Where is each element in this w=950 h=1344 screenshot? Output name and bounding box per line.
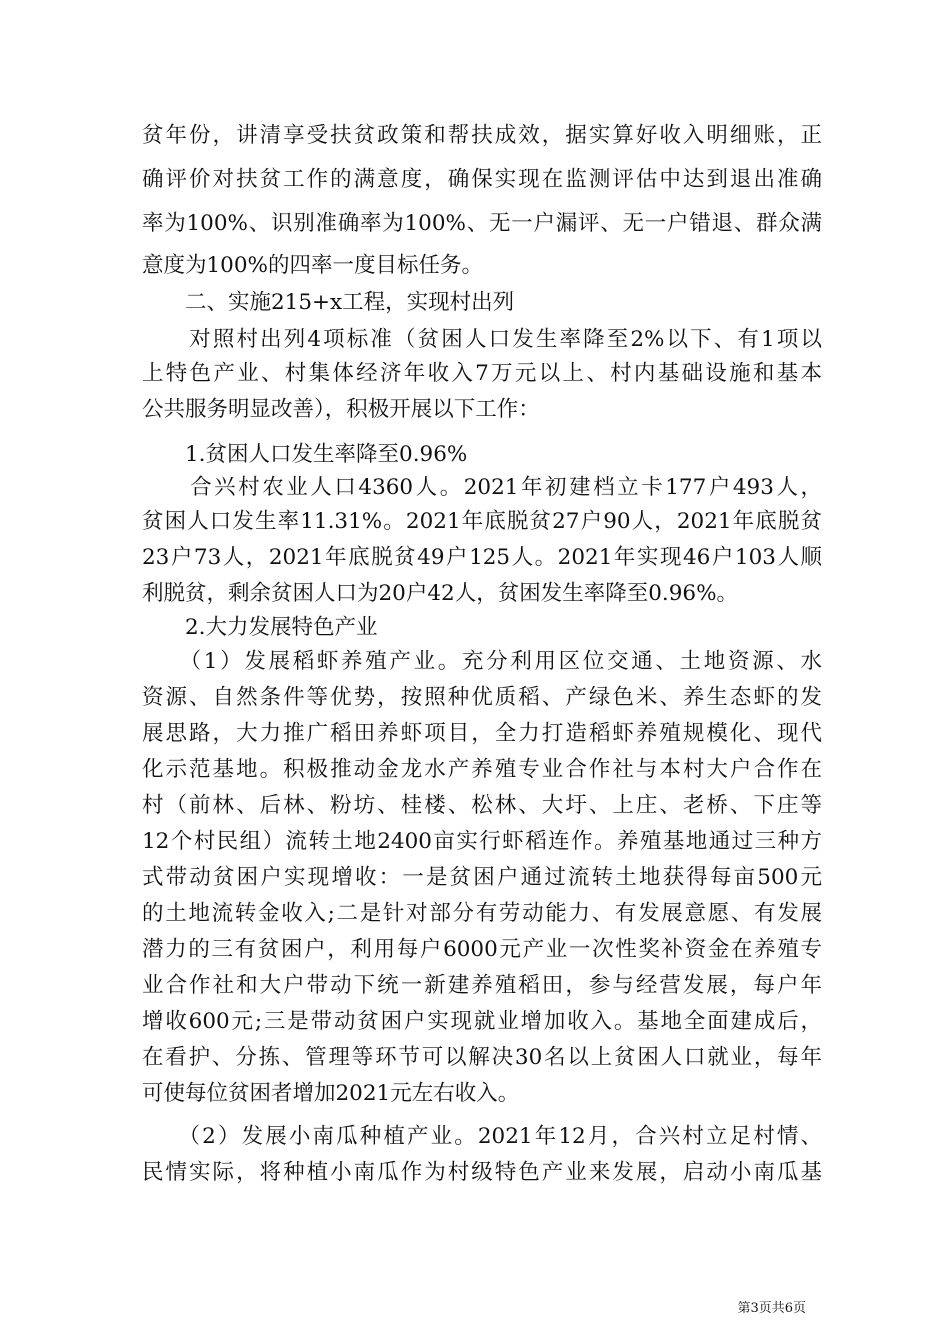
text-line: （2）发展小南瓜种植产业。2021年12月，合兴村立足村情、 [142, 1124, 822, 1149]
text-line: 贫年份，讲清享受扶贫政策和帮扶成效，据实算好收入明细账，正 [142, 123, 822, 148]
text-line: 贫困人口发生率11.31%。2021年底脱贫27户90人，2021年底脱贫 [142, 509, 822, 534]
text-line: 意度为100%的四率一度目标任务。 [142, 253, 483, 278]
text-line: 资源、自然条件等优势，按照种优质稻、产绿色米、养生态虾的发 [142, 685, 822, 710]
text-line: 合兴村农业人口4360人。2021年初建档立卡177户493人， [142, 475, 822, 500]
text-line: 1.贫困人口发生率降至0.96% [142, 442, 468, 467]
text-line: 村（前林、后林、粉坊、桂楼、松林、大圩、上庄、老桥、下庄等 [142, 793, 822, 818]
text-line: 利脱贫，剩余贫困人口为20户42人，贫困发生率降至0.96%。 [142, 581, 739, 606]
text-line: 式带动贫困户实现增收：一是贫困户通过流转土地获得每亩500元 [142, 865, 822, 890]
text-line: 对照村出列4项标准（贫困人口发生率降至2%以下、有1项以 [142, 327, 822, 352]
page-number: 第3页共6页 [737, 1301, 806, 1316]
text-line: 确评价对扶贫工作的满意度，确保实现在监测评估中达到退出准确 [142, 167, 822, 192]
text-line: 二、实施215+x工程，实现村出列 [142, 290, 515, 315]
text-line: 增收600元;三是带动贫困户实现就业增加收入。基地全面建成后， [142, 1009, 822, 1034]
text-line: 潜力的三有贫困户，利用每户6000元产业一次性奖补资金在养殖专 [142, 937, 822, 962]
text-line: 可使每位贫困者增加2021元左右收入。 [142, 1081, 520, 1106]
text-line: 12个村民组）流转土地2400亩实行虾稻连作。养殖基地通过三种方 [142, 829, 822, 854]
text-line: 展思路，大力推广稻田养虾项目，全力打造稻虾养殖规模化、现代 [142, 721, 822, 746]
text-line: 23户73人，2021年底脱贫49户125人。2021年实现46户103人顺 [142, 545, 822, 570]
text-line: 化示范基地。积极推动金龙水产养殖专业合作社与本村大户合作在 [142, 757, 822, 782]
text-line: 率为100%、识别准确率为100%、无一户漏评、无一户错退、群众满 [142, 211, 822, 236]
text-line: 民情实际，将种植小南瓜作为村级特色产业来发展，启动小南瓜基 [142, 1160, 822, 1185]
text-line: 2.大力发展特色产业 [142, 615, 378, 640]
text-line: 的土地流转金收入;二是针对部分有劳动能力、有发展意愿、有发展 [142, 901, 822, 926]
text-line: 业合作社和大户带动下统一新建养殖稻田，参与经营发展，每户年 [142, 973, 822, 998]
text-line: （1）发展稻虾养殖产业。充分利用区位交通、土地资源、水 [142, 649, 822, 674]
text-line: 在看护、分拣、管理等环节可以解决30名以上贫困人口就业，每年 [142, 1045, 822, 1070]
text-line: 上特色产业、村集体经济年收入7万元以上、村内基础设施和基本 [142, 361, 822, 386]
text-line: 公共服务明显改善），积极开展以下工作： [142, 397, 540, 422]
